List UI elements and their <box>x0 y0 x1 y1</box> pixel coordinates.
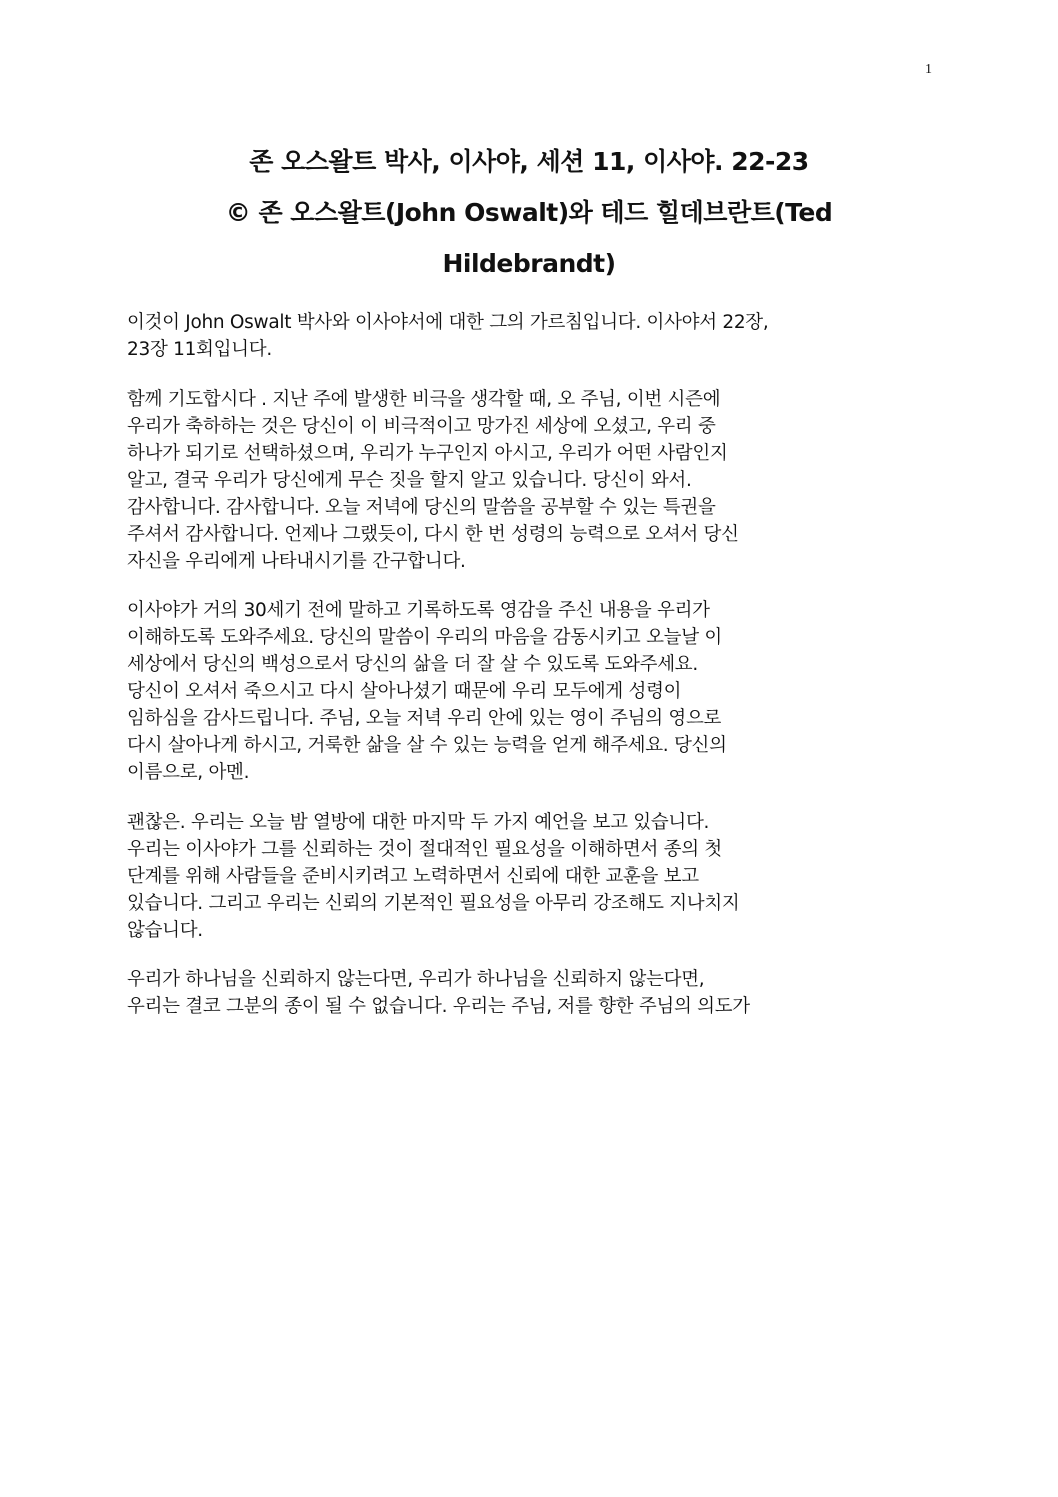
text-line: 이름으로, 아멘. <box>127 762 250 783</box>
text-line: 우리는 결코 그분의 종이 될 수 없습니다. 우리는 주님, 저를 향한 주님의 의도가 <box>127 996 750 1017</box>
text-line: 세상에서 당신의 백성으로서 당신의 삶을 더 잘 살 수 있도록 도와주세요. <box>127 654 698 675</box>
text-line: 우리가 하나님을 신뢰하지 않는다면, 우리가 하나님을 신뢰하지 않는다면, <box>127 969 705 990</box>
paragraph-prayer-continued <box>127 597 927 786</box>
text-line: 하나가 되기로 선택하셨으며, 우리가 누구인지 아시고, 우리가 어떤 사람인지 <box>127 442 728 464</box>
text-line: 자신을 우리에게 나타내시기를 간구합니다. <box>127 550 466 572</box>
paragraph-intro <box>127 309 927 363</box>
text-line: 당신이 오셔서 죽으시고 다시 살아나셨기 때문에 우리 모두에게 성령이 <box>127 681 682 702</box>
page-number: 1 <box>925 62 932 77</box>
text-line: 이것이 John Oswalt 박사와 이사야서에 대한 그의 가르침입니다. 이사야서 22장, <box>127 312 769 333</box>
text-line: 괜찮은. 우리는 오늘 밤 열방에 대한 마지막 두 가지 예언을 보고 있습니다. <box>127 811 710 833</box>
text-line: 23장 11회입니다. <box>127 339 272 360</box>
text-line: 임하심을 감사드립니다. 주님, 오늘 저녁 우리 안에 있는 영이 주님의 영으로 <box>127 708 722 729</box>
title-line: © 존 오스왈트(John Oswalt)와 테드 힐데브란트(Ted <box>225 198 833 227</box>
text-line: 우리는 이사야가 그를 신뢰하는 것이 절대적인 필요성을 이해하면서 종의 첫 <box>127 838 722 860</box>
text-line: 단계를 위해 사람들을 준비시키려고 노력하면서 신뢰에 대한 교훈을 보고 <box>127 865 699 887</box>
text-line: 감사합니다. 감사합니다. 오늘 저녁에 당신의 말씀을 공부할 수 있는 특권을 <box>127 496 716 518</box>
paragraph-prayer <box>127 386 927 575</box>
text-line: 있습니다. 그리고 우리는 신뢰의 기본적인 필요성을 아무리 강조해도 지나치지 <box>127 892 740 914</box>
text-line: 우리가 축하하는 것은 당신이 이 비극적이고 망가진 세상에 오셨고, 우리 중 <box>127 415 716 437</box>
text-line: 않습니다. <box>127 919 203 941</box>
title-line: 존 오스왈트 박사, 이사야, 세션 11, 이사야. 22-23 <box>249 147 809 176</box>
text-line: 이해하도록 도와주세요. 당신의 말씀이 우리의 마음을 감동시키고 오늘날 이 <box>127 627 722 648</box>
document-title <box>100 136 958 289</box>
text-line: 다시 살아나게 하시고, 거룩한 삶을 살 수 있는 능력을 얻게 해주세요. 당신의 <box>127 735 727 756</box>
text-line: 함께 기도합시다 . 지난 주에 발생한 비극을 생각할 때, 오 주님, 이번 시즌에 <box>127 388 721 410</box>
title-line: Hildebrandt) <box>442 249 616 278</box>
document-body <box>127 309 927 1043</box>
text-line: 주셔서 감사합니다. 언제나 그랬듯이, 다시 한 번 성령의 능력으로 오셔서 당신 <box>127 523 739 545</box>
paragraph-trust <box>127 966 927 1020</box>
text-line: 이사야가 거의 30세기 전에 말하고 기록하도록 영감을 주신 내용을 우리가 <box>127 600 710 621</box>
paragraph-prophecies <box>127 809 927 944</box>
text-line: 알고, 결국 우리가 당신에게 무슨 짓을 할지 알고 있습니다. 당신이 와서. <box>127 469 692 491</box>
